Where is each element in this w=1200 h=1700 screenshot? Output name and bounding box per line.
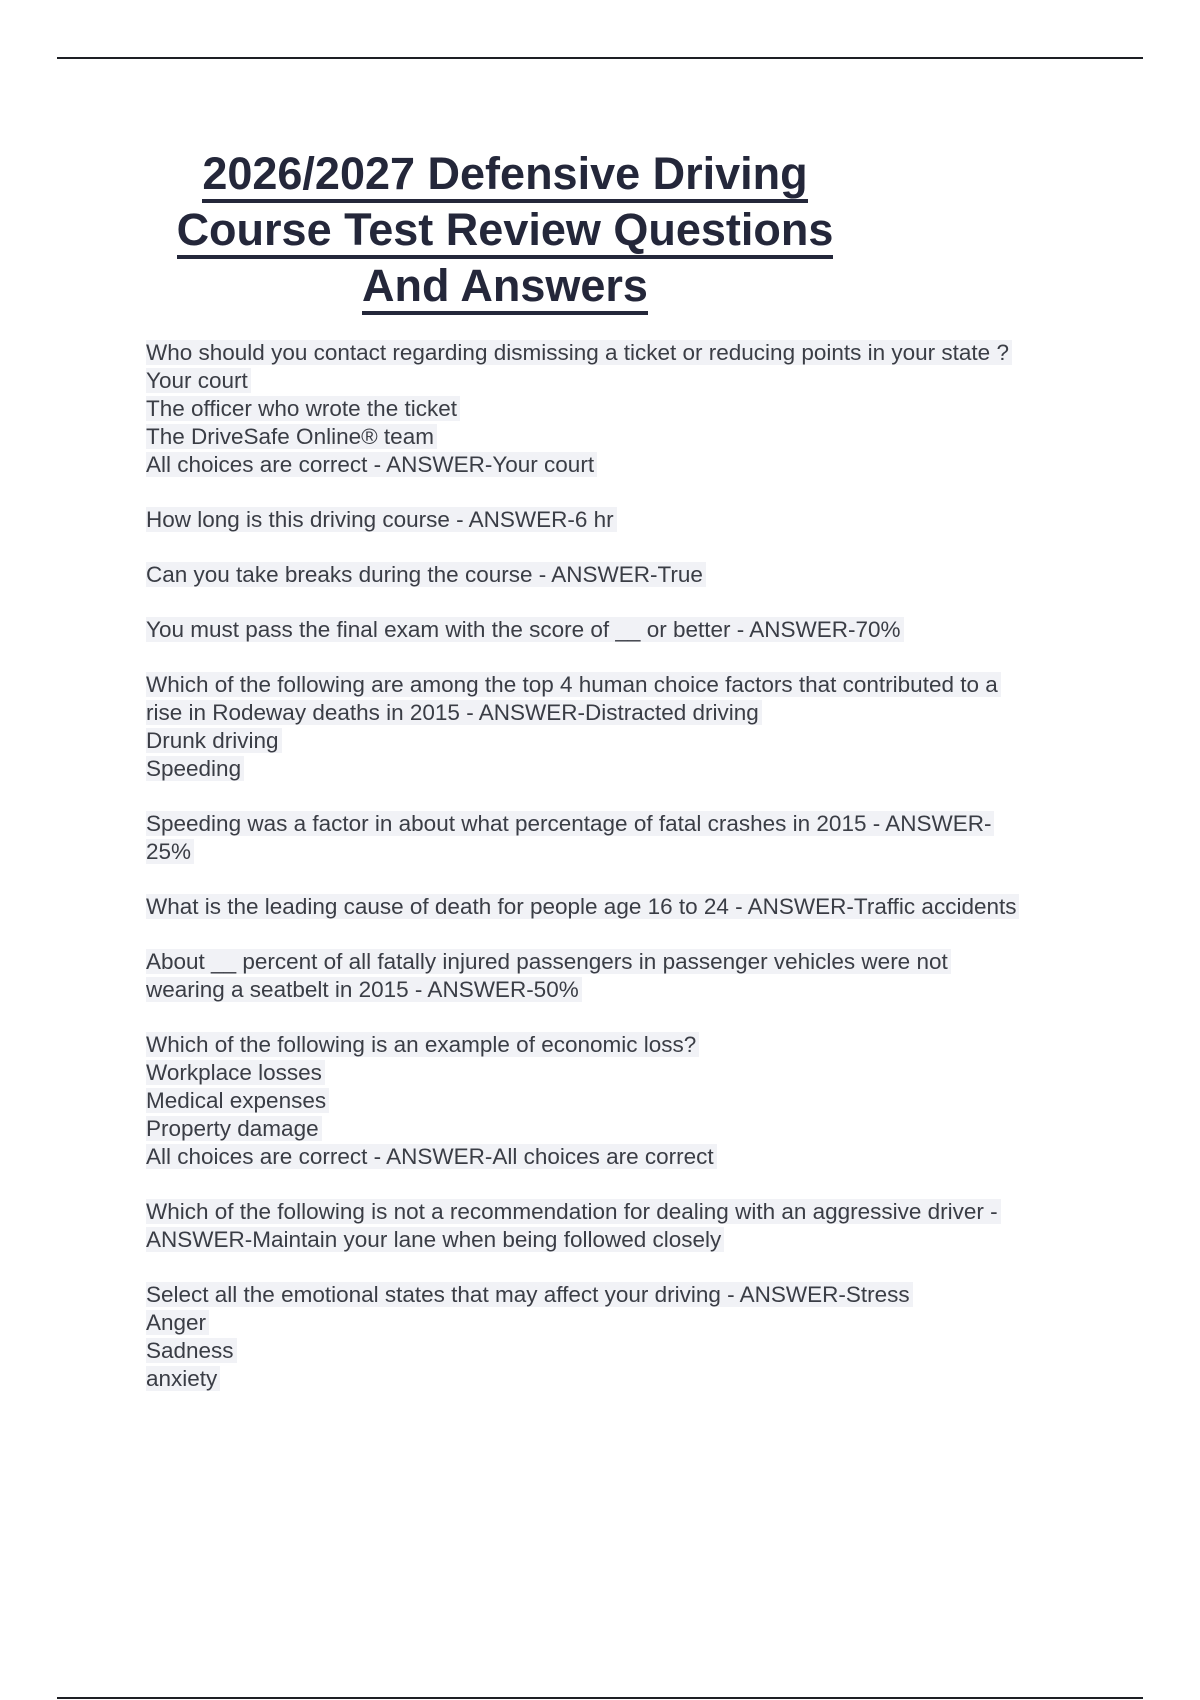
title-line-text: 2026/2027 Defensive Driving <box>202 148 807 203</box>
qa-text: Speeding was a factor in about what percentage of fatal crashes in 2015 - ANSWER- <box>146 811 994 836</box>
qa-text: Speeding <box>146 756 244 781</box>
document-title <box>120 146 890 314</box>
qa-text-line <box>146 561 1106 589</box>
qa-text-line <box>146 755 1106 783</box>
qa-text-line <box>146 423 1106 451</box>
title-line <box>120 258 890 314</box>
qa-text: Workplace losses <box>146 1060 325 1085</box>
qa-text: Anger <box>146 1310 209 1335</box>
qa-text-line <box>146 1337 1106 1365</box>
qa-text: Property damage <box>146 1116 322 1141</box>
question-answer-block <box>146 339 1106 479</box>
qa-text-line <box>146 727 1106 755</box>
question-answer-block <box>146 561 1106 589</box>
qa-text-line <box>146 1143 1106 1171</box>
qa-text: rise in Rodeway deaths in 2015 - ANSWER-Distracted driving <box>146 700 762 725</box>
top-horizontal-rule <box>57 57 1143 59</box>
question-answer-list <box>146 339 1106 1420</box>
qa-text-line <box>146 1087 1106 1115</box>
qa-text-line <box>146 367 1106 395</box>
question-answer-block <box>146 948 1106 1004</box>
qa-text-line <box>146 1365 1106 1393</box>
qa-text: Which of the following is an example of economic loss? <box>146 1032 699 1057</box>
qa-text-line <box>146 1198 1106 1226</box>
title-line <box>120 202 890 258</box>
qa-text-line <box>146 893 1106 921</box>
question-answer-block <box>146 810 1106 866</box>
question-answer-block <box>146 1198 1106 1254</box>
qa-text-line <box>146 1115 1106 1143</box>
qa-text: 25% <box>146 839 194 864</box>
qa-text: All choices are correct - ANSWER-All choices are correct <box>146 1144 717 1169</box>
qa-text: anxiety <box>146 1366 220 1391</box>
qa-text: Select all the emotional states that may affect your driving - ANSWER-Stress <box>146 1282 913 1307</box>
qa-text: wearing a seatbelt in 2015 - ANSWER-50% <box>146 977 582 1002</box>
qa-text-line <box>146 506 1106 534</box>
qa-text-line <box>146 395 1106 423</box>
question-answer-block <box>146 671 1106 783</box>
qa-text: The DriveSafe Online® team <box>146 424 437 449</box>
qa-text: The officer who wrote the ticket <box>146 396 460 421</box>
qa-text-line <box>146 671 1106 699</box>
qa-text: What is the leading cause of death for people age 16 to 24 - ANSWER-Traffic accidents <box>146 894 1019 919</box>
qa-text-line <box>146 1031 1106 1059</box>
bottom-horizontal-rule <box>57 1697 1143 1699</box>
qa-text: Your court <box>146 368 251 393</box>
qa-text-line <box>146 1281 1106 1309</box>
qa-text: All choices are correct - ANSWER-Your court <box>146 452 597 477</box>
question-answer-block <box>146 616 1106 644</box>
question-answer-block <box>146 506 1106 534</box>
question-answer-block <box>146 1281 1106 1393</box>
qa-text-line <box>146 616 1106 644</box>
qa-text-line <box>146 838 1106 866</box>
qa-text: Which of the following are among the top 4 human choice factors that contributed to a <box>146 672 1001 697</box>
qa-text: You must pass the final exam with the score of __ or better - ANSWER-70% <box>146 617 904 642</box>
title-line-text: And Answers <box>362 260 648 315</box>
qa-text-line <box>146 976 1106 1004</box>
qa-text-line <box>146 1226 1106 1254</box>
qa-text-line <box>146 1059 1106 1087</box>
qa-text-line <box>146 948 1106 976</box>
qa-text: Medical expenses <box>146 1088 329 1113</box>
question-answer-block <box>146 893 1106 921</box>
qa-text-line <box>146 810 1106 838</box>
qa-text-line <box>146 699 1106 727</box>
qa-text-line <box>146 1309 1106 1337</box>
qa-text: Can you take breaks during the course - ANSWER-True <box>146 562 706 587</box>
qa-text: Which of the following is not a recommendation for dealing with an aggressive driver - <box>146 1199 1001 1224</box>
title-line-text: Course Test Review Questions <box>177 204 834 259</box>
qa-text: ANSWER-Maintain your lane when being followed closely <box>146 1227 724 1252</box>
qa-text: How long is this driving course - ANSWER-6 hr <box>146 507 617 532</box>
qa-text: Who should you contact regarding dismissing a ticket or reducing points in your state ? <box>146 340 1012 365</box>
qa-text-line <box>146 451 1106 479</box>
qa-text: About __ percent of all fatally injured passengers in passenger vehicles were not <box>146 949 951 974</box>
qa-text-line <box>146 339 1106 367</box>
question-answer-block <box>146 1031 1106 1171</box>
title-line <box>120 146 890 202</box>
qa-text: Drunk driving <box>146 728 282 753</box>
qa-text: Sadness <box>146 1338 237 1363</box>
